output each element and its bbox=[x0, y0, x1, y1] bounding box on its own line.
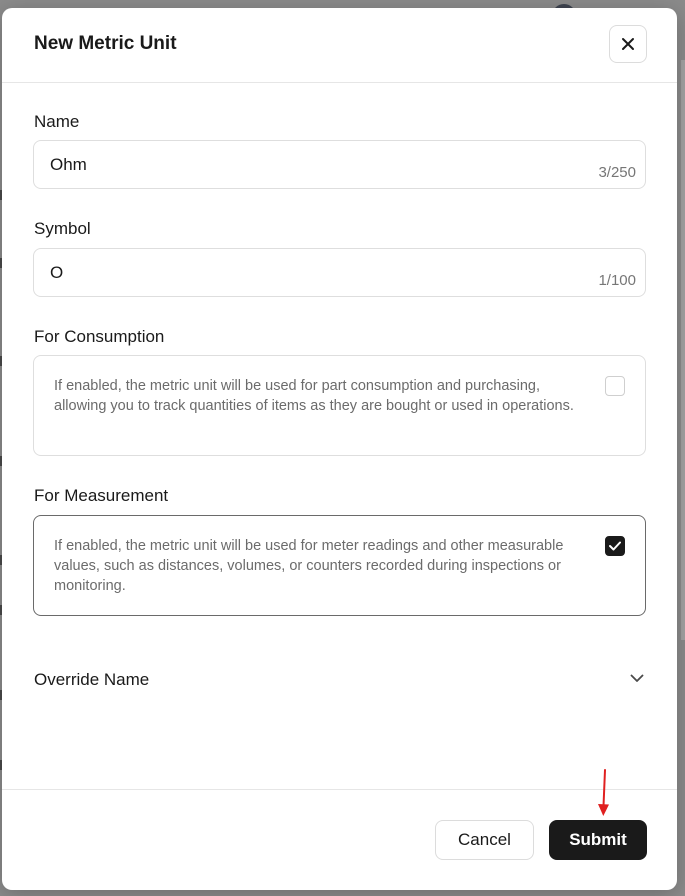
modal-header bbox=[2, 8, 677, 83]
for-measurement-checkbox[interactable] bbox=[605, 536, 625, 556]
for-measurement-option[interactable] bbox=[33, 515, 646, 616]
new-metric-unit-dialog bbox=[2, 8, 677, 890]
close-icon bbox=[621, 37, 635, 51]
close-button[interactable] bbox=[609, 25, 647, 63]
symbol-input[interactable] bbox=[33, 248, 646, 297]
for-consumption-description: If enabled, the metric unit will be used for part consumption and purchasing, allowing you to track quantities of items as they are bought or used in operations. bbox=[54, 378, 574, 414]
background-scrollbar bbox=[681, 60, 685, 640]
override-name-label: Override Name bbox=[34, 670, 150, 689]
for-measurement-label: For Measurement bbox=[34, 486, 169, 505]
cancel-button[interactable]: Cancel bbox=[435, 820, 534, 860]
for-consumption-option[interactable] bbox=[33, 355, 646, 456]
modal-title: New Metric Unit bbox=[34, 33, 177, 54]
name-input[interactable] bbox=[33, 140, 646, 189]
name-label: Name bbox=[34, 112, 80, 131]
for-measurement-description: If enabled, the metric unit will be used for meter readings and other measurable values, such as distances, volumes, or counters recorded during inspections or monitoring. bbox=[54, 538, 564, 594]
symbol-label: Symbol bbox=[34, 219, 91, 238]
symbol-char-counter: 1/100 bbox=[598, 272, 636, 289]
override-name-toggle[interactable] bbox=[33, 663, 646, 697]
name-char-counter: 3/250 bbox=[598, 164, 636, 181]
for-consumption-label: For Consumption bbox=[34, 327, 165, 346]
modal-footer bbox=[2, 789, 677, 890]
submit-button[interactable]: Submit bbox=[549, 820, 647, 860]
checkmark-icon bbox=[609, 541, 621, 551]
chevron-down-icon bbox=[630, 674, 644, 683]
for-consumption-checkbox[interactable] bbox=[605, 376, 625, 396]
name-input-value: Ohm bbox=[50, 155, 87, 174]
symbol-input-value: O bbox=[50, 263, 64, 282]
